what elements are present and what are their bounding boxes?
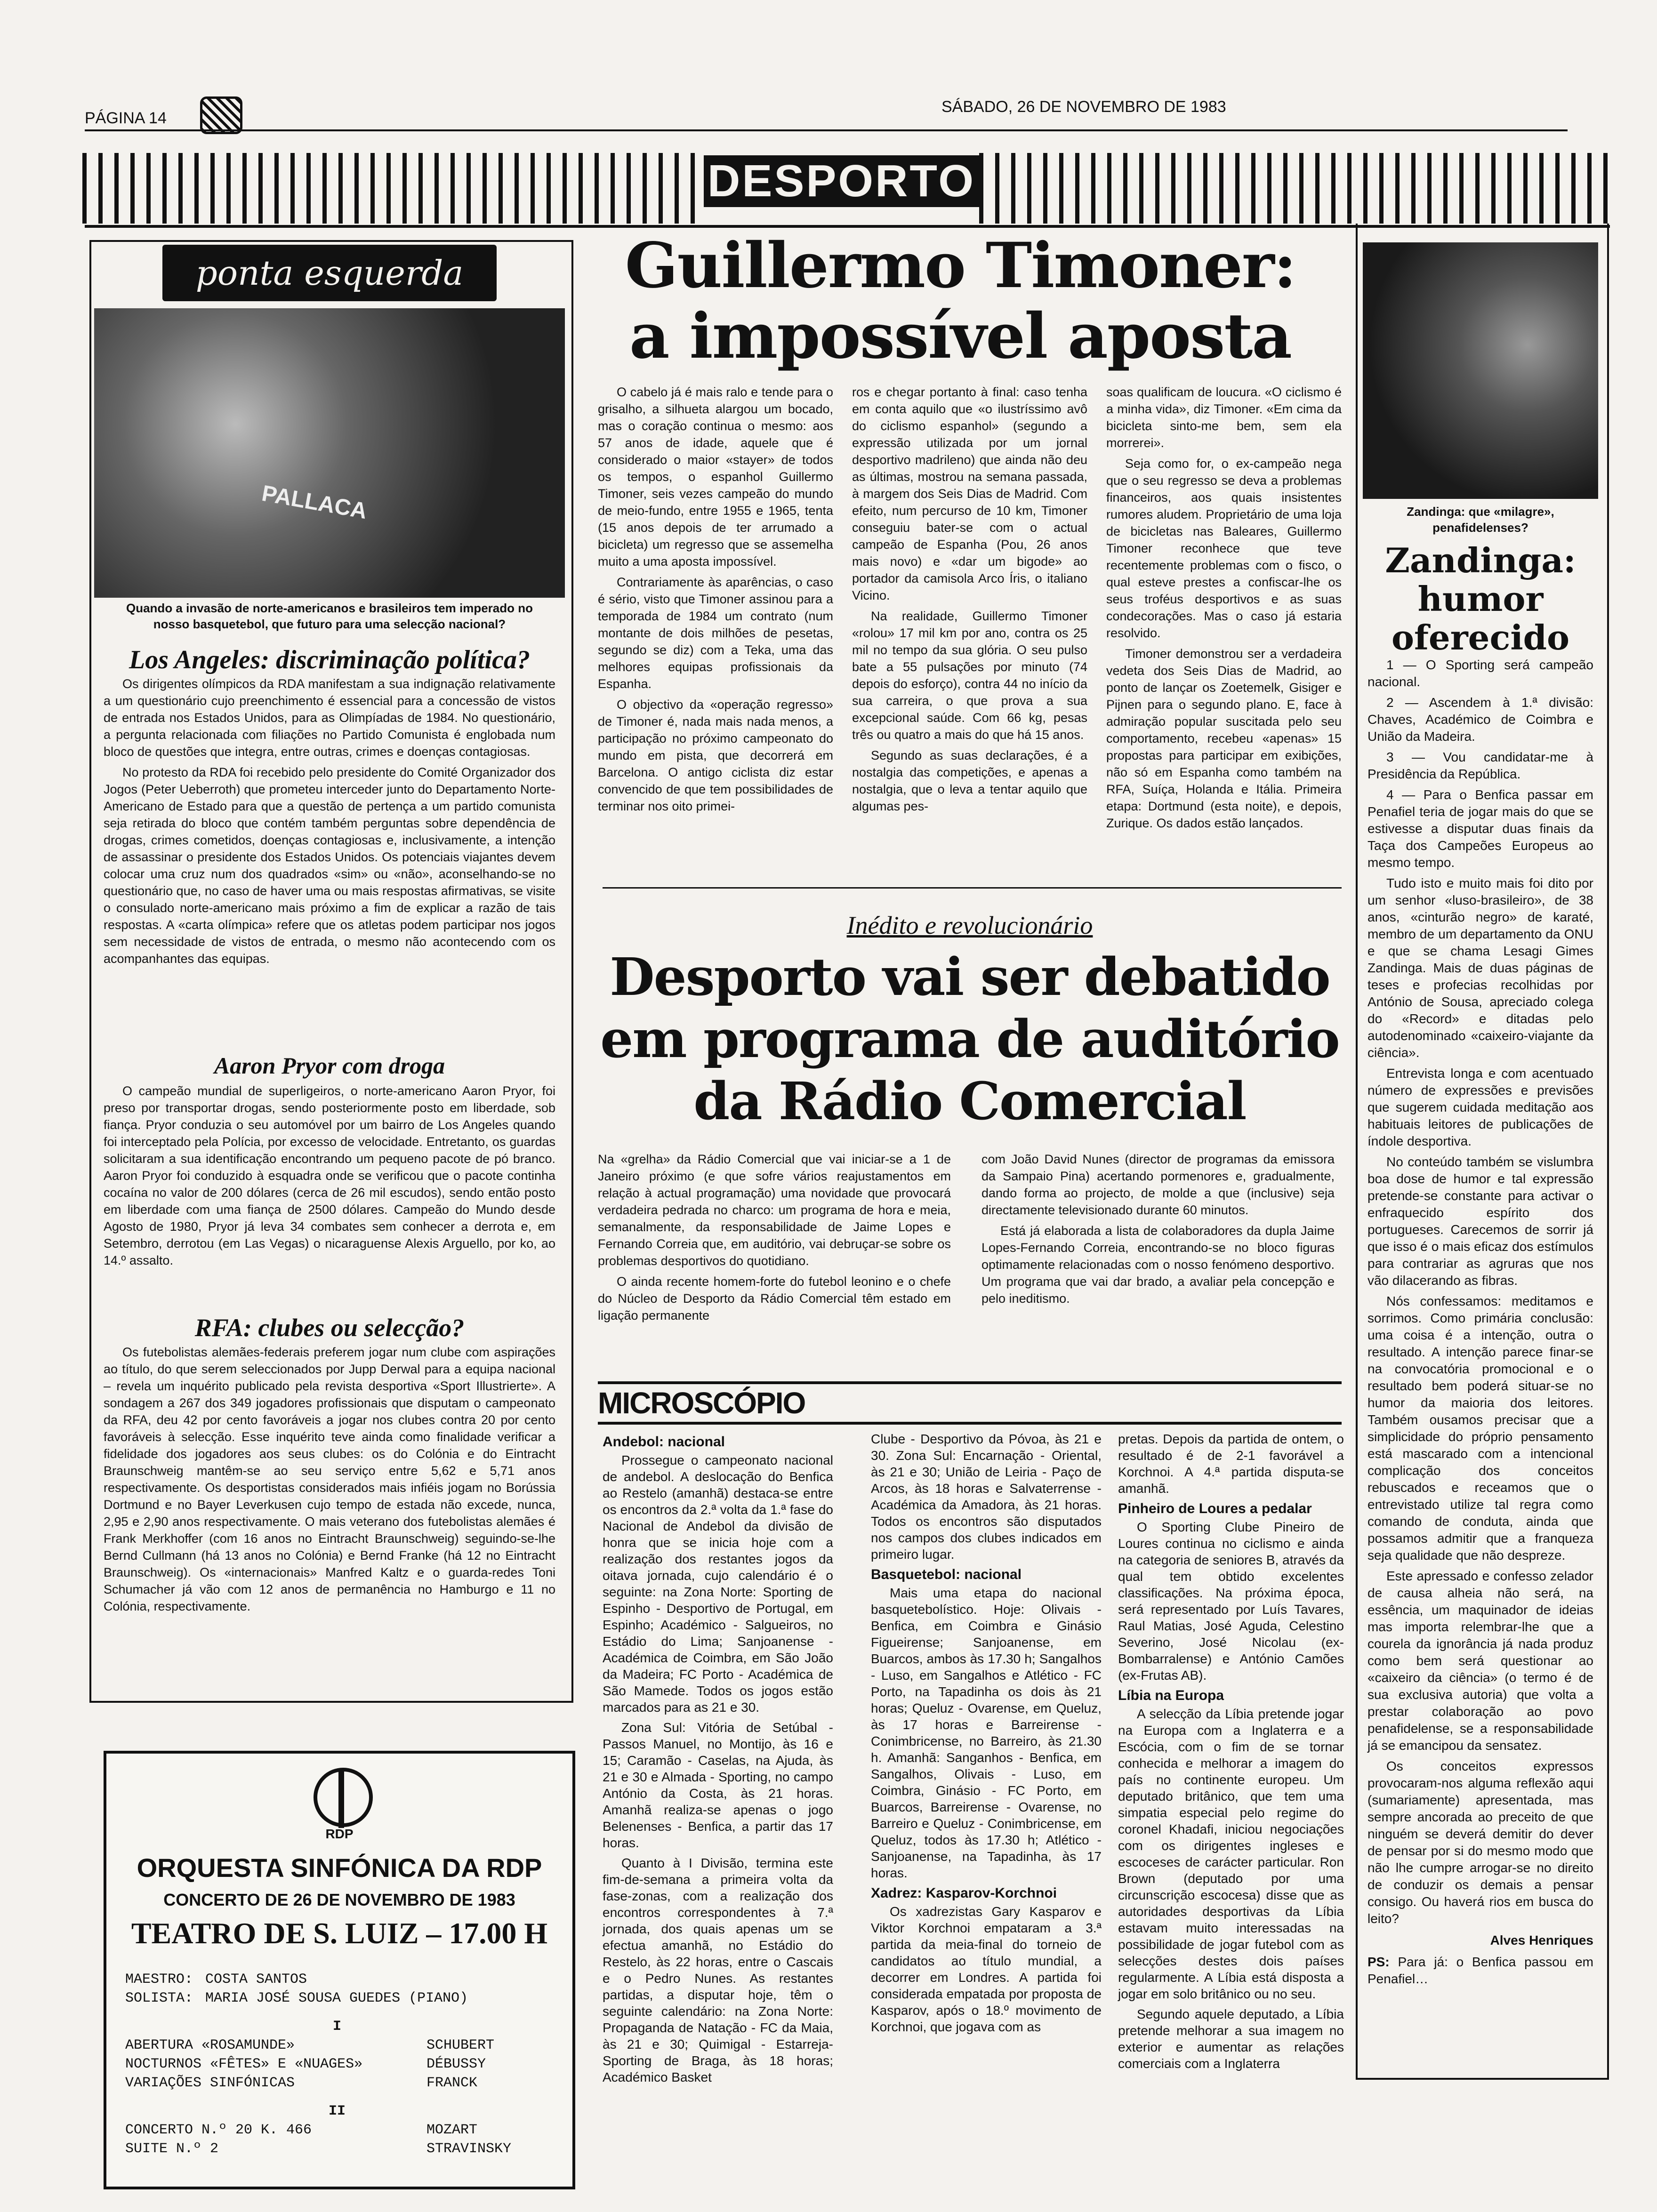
program-item: NOCTURNOS «FÊTES» E «NUAGES» DÉBUSSY (125, 2056, 486, 2072)
timoner-col-2: ros e chegar portanto à final: caso tenha em conta aquilo que «o ilustríssimo avô do ciclismo espanhol» (segundo a expressão utilizada por um jornal desportivo madrileno) que ainda não deu as últimas, mostrou na semana passada, à margem dos Seis Dias de Madrid. Com efeito, num percurso de 10 km, Timoner conseguiu bater-se com o actual campeão de Espanha (Pou, 26 anos mais novo) e «dar um bigode» ao portador da camisola Arco Íris, o italiano Vicino. Na realidade, Guillermo Timoner «rolou» 17 mil km por ano, contra os 25 mil no tempo da sua glória. O seu pulso bate a 55 pulsações por minuto (74 depois do esforço), contra 44 no início da sua carreira, o que prova a sua excepcional saúde. Com 66 kg, pesas três ou quatro a mais do que há 15 anos. Segundo as suas declarações, é a nostalgia das competições, e apenas a nostalgia, que o leva a tentar aquilo que algumas pes- (852, 385, 1087, 813)
story-title-los-angeles: Los Angeles: discriminação política? (129, 645, 530, 674)
jersey-text: PALLACA (260, 481, 369, 524)
zandinga-photo (1363, 242, 1598, 499)
story-body-los-angeles: Os dirigentes olímpicos da RDA manifestam a sua indignação relativamente a um questionário cujo preenchimento é essencial para a concessão de vistos de entrada nos Estados Unidos, para as Olimpíadas de 1984. No questionário, a pergunta relacionada com filiações no Partido Comunista é englobada num bloco de questões que integra, entre outras, crimes e doenças contagiosas. No protesto da RDA foi recebido pelo presidente do Comité Organizador dos Jogos (Peter Ueberroth) que prometeu interceder junto do Departamento Norte-Americano de Estado para que a questão de pertença a um partido comunista seja retirada do bloco que contém também perguntas sobre dependência de drogas, crimes cometidos, doenças contagiosas e, inclusivamente, a intenção de assassinar o presidente dos Estados Unidos. Os potenciais viajantes devem colocar uma cruz num dos quadrados «sim» ou «não», aconselhando-se no questionário que, no caso de haver uma ou mais respostas afirmativas, se visite o consulado norte-americano mais próximo a fim de explicar a razão de tais respostas. A «carta olímpica» refere que os atletas podem participar nos jogos sem necessidade de vistos de entrada, o mesmo não acontecendo com os acompanhantes das equipas. (104, 677, 555, 966)
story-body-pryor: O campeão mundial de superligeiros, o norte-americano Aaron Pryor, foi preso por transportar drogas, sendo posteriormente posto em liberdade, sob fiança. Pryor conduzia o seu automóvel por um bairro de Los Angeles quando foi interceptado pela Polícia, por excesso de velocidade. Entretanto, os guardas solicitaram a sua identificação encontrando um pequeno pacote de pó branco. Aaron Pryor foi conduzido à esquadra onde se verificou que o pacote continha cocaína no valor de 200 dólares (cerca de 26 mil escudos), sendo então posto em liberdade com uma fiança de 2500 dólares. Campeão do Mundo desde Agosto de 1980, Pryor já leva 34 combates sem conhecer a derrota e, em Setembro, derrotou (em Las Vegas) o nicaraguense Alexis Arguello, por ko, ao 14.º assalto. (104, 1084, 555, 1267)
page-number: PÁGINA 14 (85, 109, 167, 127)
maestro-label: MAESTRO: (125, 1972, 193, 1988)
radio-headline: Desporto vai ser debatido em programa de auditório da Rádio Comercial (600, 946, 1339, 1131)
ad-title: ORQUESTA SINFÓNICA DA RDP (137, 1853, 542, 1883)
radio-col-2: com João David Nunes (director de programas da emissora da Sampaio Pina) acertando pormenores e, gradualmente, dando forma ao projecto, de molde a que (inclusive) seja directamente televisionado durante 60 minutos. Está já elaborada a lista de colaboradores da dupla Jaime Lopes-Fernando Correia, encontrando-se no bloco figuras optimamente relacionadas com o nosso fenómeno desportivo. Um programa que vai dar brado, a avaliar pela concepção e pelo ineditismo. (981, 1152, 1335, 1306)
section-banner-bars-left (82, 153, 704, 224)
microscopio-banner (598, 1381, 1342, 1425)
program-part-1: I (332, 2019, 341, 2035)
list-item: 1 — O Sporting será campeão nacional. (1367, 657, 1593, 689)
basketball-photo (94, 308, 565, 598)
solista-name: MARIA JOSÉ SOUSA GUEDES (PIANO) (205, 1990, 468, 2006)
timoner-col-1: O cabelo já é mais ralo e tende para o grisalho, a silhueta alargou um bocado, mas o coração continua o mesmo: aos 57 anos de idade, aquele que é considerado o maior «stayer» de todos os tempos, o espanhol Guillermo Timoner, seis vezes campeão do mundo de meio-fundo, entre 1955 e 1965, tenta (15 anos depois de ter arrumado a bicicleta) um regresso que se assemelha muito a uma aposta impossível. Contrariamente às aparências, o caso é sério, visto que Timoner assinou para a temporada de 1984 um contrato (num montante de dois milhões de pesetas, segundo se diz) com a Teka, uma das melhores equipas profissionais da Espanha. O objectivo da «operação regresso» de Timoner é, nada mais nada menos, a participação no próximo campeonato do mundo em pista, que decorrerá em Barcelona. O antigo ciclista diz estar convencido de que tem possibilidades de terminar nos oito primei- (598, 385, 833, 813)
micro-col-1: Andebol: nacional Prossegue o campeonato nacional de andebol. A deslocação do Benfica ao Restelo (amanhã) destaca-se entre os encontros da 2.ª volta da 1.ª fase do Nacional de Andebol da divisão de honra que se inicia hoje com a realização dos restantes jogos da oitava jornada, cujo calendário é o seguinte: na Zona Norte: Sporting de Espinho - Desportivo de Portugal, em Espinho; Académico - Salgueiros, no Estádio do Lima; Sanjoanense - Académica de Coimbra, em São João da Madeira; FC Porto - Académica de São Mamede. Todos os jogos estão marcados para as 21 e 30. Zona Sul: Vitória de Setúbal - Passos Manuel, no Montijo, às 16 e 15; Caramão - Caselas, na Ajuda, às 21 e 30 e Almada - Sporting, no campo António da Costa, às 21 horas. Amanhã realiza-se apenas o jogo Belenenses - Benfica, a partir das 17 horas. Quanto à I Divisão, termina este fim-de-semana a primeira volta da fase-zonas, com a realização dos encontros correspondentes à 7.ª jornada, dos quais apenas um se efectua amanhã, no Estádio do Restelo, às 22 horas, entre o Cascais e o Pedro Nunes. As restantes partidas, a disputar hoje, têm o seguinte calendário: na Zona Norte: Propaganda de Natação - FC da Maia, às 21 e 30; Quimigal - Estarreja-Sporting de Braga, às 18 horas; Académico Basket (603, 1434, 833, 2084)
rdp-logo-icon (314, 1768, 373, 1827)
micro-col-3: pretas. Depois da partida de ontem, o resultado é de 2-1 favorável a Korchnoi. A 4.ª partida disputa-se amanhã. Pinheiro de Loures a pedalar O Sporting Clube Pineiro de Loures continua no ciclismo e ainda na categoria de seniores B, através da qual tem obtido excelentes classificações. Na próxima época, será representado por Luís Tavares, Raul Matias, José Aguda, Celestino Severino, José Nicolau (ex-Bombarralense) e António Camões (ex-Frutas AB). Líbia na Europa A selecção da Líbia pretende jogar na Europa com a Inglaterra e a Escócia, com o fim de se tornar conhecida e melhorar a imagem do país no continente europeu. Um deputado britânico, que tem uma simpatia especial pelo regime do coronel Khadafi, iniciou negociações com os dirigentes ingleses e escoceses de carácter particular. Ron Brown (deputado por uma circunscrição escocesa) disse que as autoridades desportivas da Líbia estavam muito interessadas na possibilidade de jogar futebol com as selecções destes dois países regularmente. A Líbia está disposta a jogar em solo britânico ou no seu. Segundo aquele deputado, a Líbia pretende melhorar a sua imagem no exterior e aumentar as relações comerciais com a Inglaterra (1118, 1432, 1344, 2071)
solista-label: SOLISTA: (125, 1990, 193, 2006)
rdp-logo-label: RDP (325, 1827, 354, 1841)
newspaper-logo (200, 96, 242, 134)
timoner-rule (603, 887, 1342, 889)
postscript: PS: Para já: o Benfica passou em Penafiel… (1367, 1955, 1594, 1986)
micro-col-2: Clube - Desportivo da Póvoa, às 21 e 30. Zona Sul: Encarnação - Oriental, às 21 e 30; União de Leiria - Paço de Arcos, às 18 horas e Salvaterrense - Académica da Amadora, às 21 horas. Todos os encontros são disputados nos campos dos clubes indicados em primeiro lugar. Basquetebol: nacional Mais uma etapa do nacional basquetebolístico. Hoje: Olivais - Benfica, em Coimbra e Ginásio Figueirense; Sanjoanense, em Buarcos, ambos às 17.30 h; Sangalhos - Luso, em Sangalhos e Atlético - FC Porto, na Tapadinha os dois às 21 horas; Queluz - Ovarense, em Queluz, às 17 horas e Barreirense - Conimbricense, no Barreiro, às 21.30 h. Amanhã: Sanganhos - Benfica, em Sangalhos, Olivais - Luso, em Coimbra, Ginásio - FC Porto, em Buarcos, Barreirense - Ovarense, no Barreiro e Queluz - Conimbricense, em Queluz, todos às 17.30 h; Atlético - Sanjoanense, na Tapadinha, às 17 horas. Xadrez: Kasparov-Korchnoi Os xadrezistas Gary Kasparov e Viktor Korchnoi empataram a 3.ª partida da meia-final do torneio de candidatos ao título mundial, a decorrer em Londres. A partida foi considerada empatada por proposta de Kasparov, após o 18.º movimento de Korchnoi, que jogava com as (871, 1432, 1102, 2034)
zandinga-body: 1 — O Sporting será campeão nacional. 2 — Ascendem à 1.ª divisão: Chaves, Académico de Coimbra e União da Madeira. 3 — Vou candidatar-me à Presidência da República. 4 — Para o Benfica passar em Penafiel teria de jogar mais do que se estivesse a disputar duas finais da Taça dos Campeões Europeus ao mesmo tempo. Tudo isto e muito mais foi dito por um senhor «luso-brasileiro», de 38 anos, «cinturão negro» de karaté, membro de um departamento da ONU e que se chama Lesagi Gimes Zandinga. Mais de duas páginas de teses e profecias recolhidas por António de Sousa, apreciado colega do «Record» e ditadas pelo autodenominado «caixeiro-viajante da ciência». Entrevista longa e com acentuado número de expressões e previsões que sugerem cuidada meditação aos habituais leitores de publicações de índole desportiva. No conteúdo também se vislumbra boa dose de humor e tal expressão pretende-se constante para activar o enfraquecido espírito dos portugueses. Carecemos de sorrir já que isso é o mais eficaz dos estímulos para contrariar as agruras que nos vão dilacerando as fibras. Nós confessamos: meditamos e sorrimos. Como primária conclusão: uma coisa é a intenção, outra o resultado. A intenção parece finar-se na convocatória promocional e o resultado bem poderá situar-se no humor da maioria dos leitores. Também ousamos precisar que a simplicidade do próprio pensamento está mascarado com a intencional complicação dos conceitos rebuscados e receamos que o entrevistado utilize tal regra como comando de conduta, ainda que possamos admitir que a franqueza seja qualidade que não despreze. Este apressado e confesso zelador de causa alheia não será, na essência, um maquinador de ideias mas importa relembrar-lhe que a courela da ignorância já nada produz como bem será questionar ao «caixeiro da ciência» (o termo é de sua exclusiva autoria) que volta a prestar colaboração ao povo penafidelense, se a responsabilidade já se emancipou da sensatez. Os conceitos expressos provocaram-nos alguma reflexão aqui (sumariamente) apresentada, mas sempre ancorada ao preceito de que ninguém se deverá demitir do dever de pensar por si do mesmo modo que não lhe cumpre arrogar-se no direito de conduzir os demais a pensar consigo. Ou haverá rios em busca do leito? Alves Henriques PS: Para já: o Benfica passou em Penafiel… (1367, 657, 1593, 1988)
program-part-2: II (328, 2103, 346, 2119)
ad-subtitle: CONCERTO DE 26 DE NOVEMBRO DE 1983 (163, 1890, 515, 1909)
ponta-esquerda-banner (162, 245, 497, 301)
rdp-concert-ad (104, 1751, 575, 2189)
signature: Alves Henriques (1490, 1933, 1593, 1948)
story-title-rfa: RFA: clubes ou selecção? (194, 1314, 465, 1342)
header-rule (85, 129, 1568, 131)
timoner-headline: Guillermo Timoner: a impossível aposta (625, 229, 1296, 373)
ad-venue: TEATRO DE S. LUIZ – 17.00 H (131, 1916, 548, 1950)
story-title-pryor: Aaron Pryor com droga (214, 1052, 445, 1079)
photo-caption: Quando a invasão de norte-americanos e brasileiros tem imperado no nosso basquetebol, que futuro para uma selecção nacional? (126, 601, 533, 631)
zandinga-title: Zandinga: humor oferecido (1385, 540, 1576, 657)
list-item: 2 — Ascendem à 1.ª divisão: Chaves, Académico de Coimbra e União da Madeira. (1367, 695, 1593, 744)
program-item: ABERTURA «ROSAMUNDE» SCHUBERT (125, 2037, 495, 2053)
zandinga-caption: Zandinga: que «milagre», penafidelenses? (1407, 505, 1554, 535)
program-item: VARIAÇÕES SINFÓNICAS FRANCK (125, 2075, 478, 2091)
timoner-col-3: soas qualificam de loucura. «O ciclismo é a minha vida», diz Timoner. «Em cima da bicicleta sinto-me bem, sem ela morrerei». Seja como for, o ex-campeão nega que o seu regresso se deva a problemas financeiros, aos quais insistentes rumores aludem. Proprietário de uma loja de bicicletas nas Baleares, Guillermo Timoner reconhece que teve recentemente problemas com o fisco, o qual esteve prestes a confiscar-lhe os seus troféus desportivos e as suas condecorações. Mas o caso já estaria resolvido. Timoner demonstrou ser a verdadeira vedeta dos Seis Dias de Madrid, ao ponto de lançar os Zoetemelk, Gisiger e Pijnen para o segundo plano. E, face à admiração popular suscitada pelo seu comportamento, recebeu «apenas» 15 propostas para participar em exibições, não só em Espanha como também na RFA, Suíça, Holanda e Itália. Primeira etapa: Dortmund (esta noite), e depois, Zurique. Os dados estão lançados. (1106, 385, 1342, 830)
list-item: 3 — Vou candidatar-me à Presidência da República. (1367, 750, 1593, 781)
story-body-rfa: Os futebolistas alemães-federais preferem jogar num clube com aspirações ao título, do que serem seleccionados por Jupp Derwal para a equipa nacional – revela um inquérito publicado pela revista desportiva «Sport Illustrierte». A sondagem a 267 dos 349 jogadores profissionais que disputam o campeonato da RFA, deu 42 por cento favoráveis a jogar nos clubes contra 20 por cento favoráveis à selecção. Esse inquérito teve ainda como finalidade verificar a fidelidade dos jogadores aos seus clubes: os do Colónia e do Eintracht Braunschweig mantêm-se ao seu serviço entre 5,62 e 5,71 anos respectivamente. Os desportistas considerados mais infiéis jogam no Borússia Dortmund e no Bayer Leverkusen cujo tempo de estada não excede, nunca, 2,95 e 2,90 anos respectivamente. O mais veterano dos futebolistas alemães é Frank Merkhoffer (com 16 anos no Eintracht Braunschweig) seguindo-se-lhe Bernd Cullmann (há 13 anos no Colónia) e Bernd Franke (há 12 no Eintracht Braunschweig). Os «internacionais» Manfred Kaltz e o guarda-redes Toni Schumacher já vão com 12 anos de permanência no Hamburgo e 11 no Colónia, respectivamente. (104, 1345, 555, 1613)
radio-kicker: Inédito e revolucionário (846, 911, 1093, 939)
microscopio-title: MICROSCÓPIO (598, 1386, 805, 1420)
page-date: SÁBADO, 26 DE NOVEMBRO DE 1983 (941, 98, 1226, 116)
radio-col-1: Na «grelha» da Rádio Comercial que vai iniciar-se a 1 de Janeiro próximo (e que sofre vários reajustamentos em relação à actual programação) uma novidade que provocará verdadeira pedrada no charco: um programa de hora e meia, semanalmente, da responsabilidade de Jaime Lopes e Fernando Correia que, em auditório, vai debruçar-se sobre os problemas desportivos do quotidiano. O ainda recente homem-forte do futebol leonino e o chefe do Núcleo de Desporto da Rádio Comercial têm estado em ligação permanente (598, 1152, 951, 1322)
section-banner-bars-right (979, 153, 1610, 224)
list-item: 4 — Para o Benfica passar em Penafiel teria de jogar mais do que se estivesse a disputar duas finais da Taça dos Campeões Europeus ao mesmo tempo. (1367, 787, 1593, 870)
column-title: ponta esquerda (195, 253, 464, 293)
program-item: SUITE N.º 2 STRAVINSKY (125, 2141, 512, 2157)
section-title: DESPORTO (704, 155, 979, 207)
program-item: CONCERTO N.º 20 K. 466 MOZART (125, 2122, 478, 2138)
maestro-name: COSTA SANTOS (205, 1972, 307, 1988)
